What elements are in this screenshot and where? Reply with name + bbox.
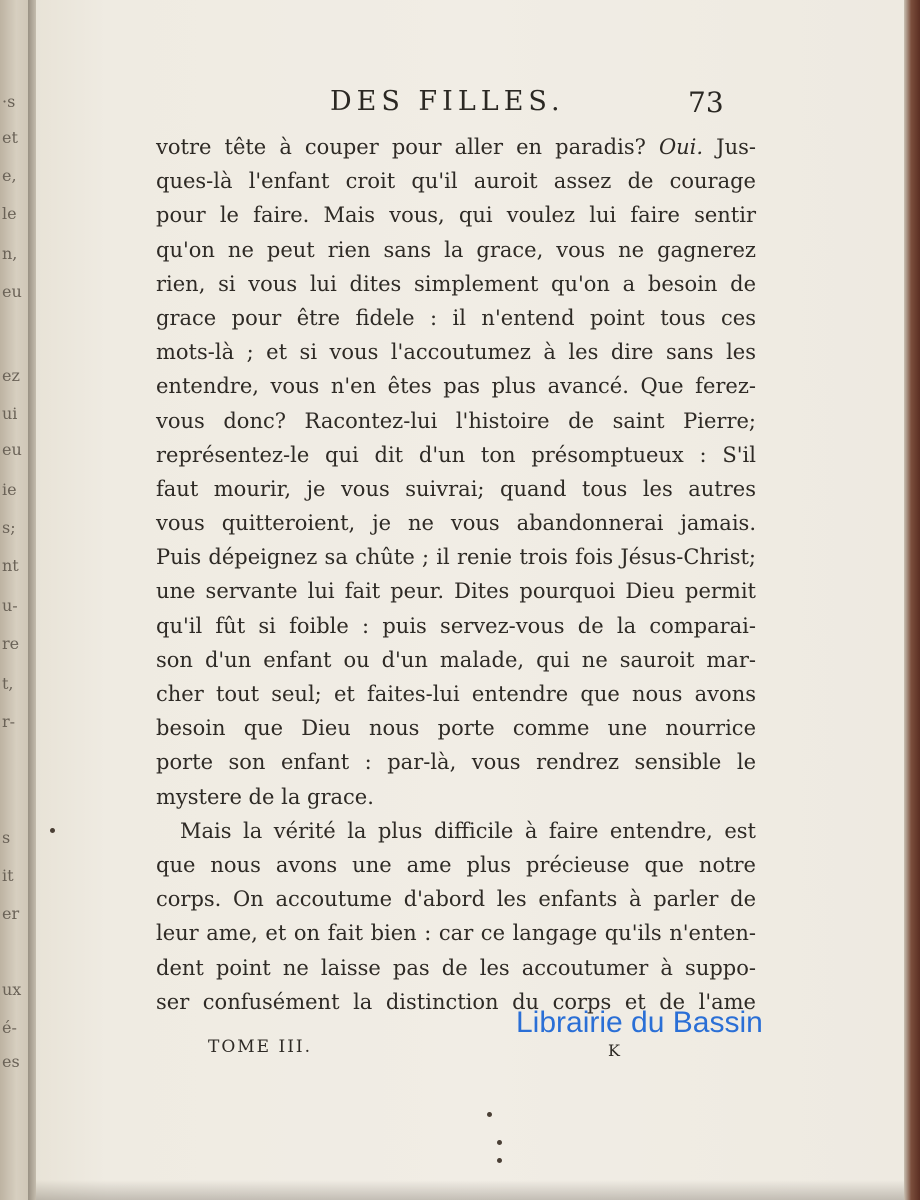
text-line: leur ame, et on fait bien : car ce langage qu'ils n'enten- — [156, 921, 756, 946]
text-line: rien, si vous lui dites simplement qu'on a besoin de — [156, 271, 756, 296]
text-line: corps. On accoutume d'abord les enfants à parler de — [156, 887, 756, 912]
page-footer — [36, 1037, 908, 1067]
facing-fragment: u- — [2, 596, 18, 615]
facing-fragment: eu — [2, 282, 22, 301]
text-line: qu'il fût si foible : puis servez-vous de la comparai- — [156, 613, 756, 638]
page-shadow — [36, 1180, 904, 1200]
text-line: une servante lui fait peur. Dites pourquoi Dieu permit — [156, 579, 756, 604]
text-line: entendre, vous n'en êtes pas plus avancé. Que ferez- — [156, 374, 756, 399]
watermark-text: Librairie du Bassin — [516, 1006, 763, 1039]
facing-fragment: es — [2, 1052, 20, 1071]
facing-fragment: e, — [2, 166, 17, 185]
facing-fragment: it — [2, 866, 14, 885]
facing-fragment: ui — [2, 404, 18, 423]
text-line: que nous avons une ame plus précieuse que notre — [156, 852, 756, 877]
text-line: ser confusément la distinction du corps et de l'ame — [156, 989, 756, 1014]
text-line: qu'on ne peut rien sans la grace, vous ne gagnerez — [156, 237, 756, 262]
running-head — [36, 86, 908, 126]
text-line: porte son enfant : par-là, vous rendrez sensible le — [156, 750, 756, 775]
text-line: mots-là ; et si vous l'accoutumez à les dire sans les — [156, 340, 756, 365]
facing-fragment: é- — [2, 1018, 17, 1037]
text-line: cher tout seul; et faites-lui entendre que nous avons — [156, 682, 756, 706]
ink-speck — [497, 1140, 502, 1145]
facing-fragment: n, — [2, 244, 18, 263]
gathering-signature: K — [608, 1041, 620, 1060]
facing-page-text-fragments — [0, 0, 30, 1200]
facing-fragment: et — [2, 128, 18, 147]
text-line: pour le faire. Mais vous, qui voulez lui faire sentir — [156, 203, 756, 228]
text-line: ques-là l'enfant croit qu'il auroit assez de courage — [156, 169, 756, 194]
facing-fragment: nt — [2, 556, 19, 575]
facing-fragment: ez — [2, 366, 20, 385]
facing-fragment: eu — [2, 440, 22, 459]
text-line: besoin que Dieu nous porte comme une nourrice — [156, 716, 756, 741]
ink-speck — [497, 1158, 502, 1163]
text-line: représentez-le qui dit d'un ton présomptueux : S'il — [156, 442, 756, 467]
facing-fragment: ux — [2, 980, 22, 999]
ink-speck — [50, 828, 55, 833]
facing-fragment: ·s — [2, 92, 16, 111]
text-line: vous quitteroient, je ne vous abandonnerai jamais. — [156, 511, 756, 536]
text-line: dent point ne laisse pas de les accoutumer à suppo- — [156, 955, 756, 980]
text-line: Puis dépeignez sa chûte ; il renie trois fois Jésus-Christ; — [156, 545, 756, 570]
ink-speck — [487, 1112, 492, 1117]
volume-signature: TOME III. — [208, 1037, 313, 1057]
facing-fragment: er — [2, 904, 20, 923]
facing-fragment: re — [2, 634, 20, 653]
text-line: son d'un enfant ou d'un malade, qui ne sauroit mar- — [156, 647, 756, 672]
facing-fragment: ie — [2, 480, 17, 499]
body-text — [156, 130, 756, 1019]
text-line: vous donc? Racontez-lui l'histoire de saint Pierre; — [156, 408, 756, 433]
text-line: votre tête à couper pour aller en paradis? Oui. Jus- — [156, 135, 756, 159]
book-edge — [904, 0, 920, 1200]
text-line: grace pour être fidele : il n'entend point tous ces — [156, 305, 756, 330]
facing-fragment: t, — [2, 674, 14, 693]
italic-word: Oui. — [658, 135, 704, 159]
facing-fragment: r- — [2, 712, 16, 731]
text-line: Mais la vérité la plus difficile à faire entendre, est — [180, 818, 756, 843]
text-line: faut mourir, je vous suivrai; quand tous les autres — [156, 476, 756, 501]
facing-fragment: s — [2, 828, 11, 847]
text-line: mystere de la grace. — [156, 784, 374, 809]
page-number: 73 — [688, 86, 724, 119]
facing-fragment: le — [2, 204, 17, 223]
book-page — [36, 0, 908, 1200]
facing-fragment: s; — [2, 518, 16, 537]
running-title: DES FILLES. — [330, 86, 565, 117]
